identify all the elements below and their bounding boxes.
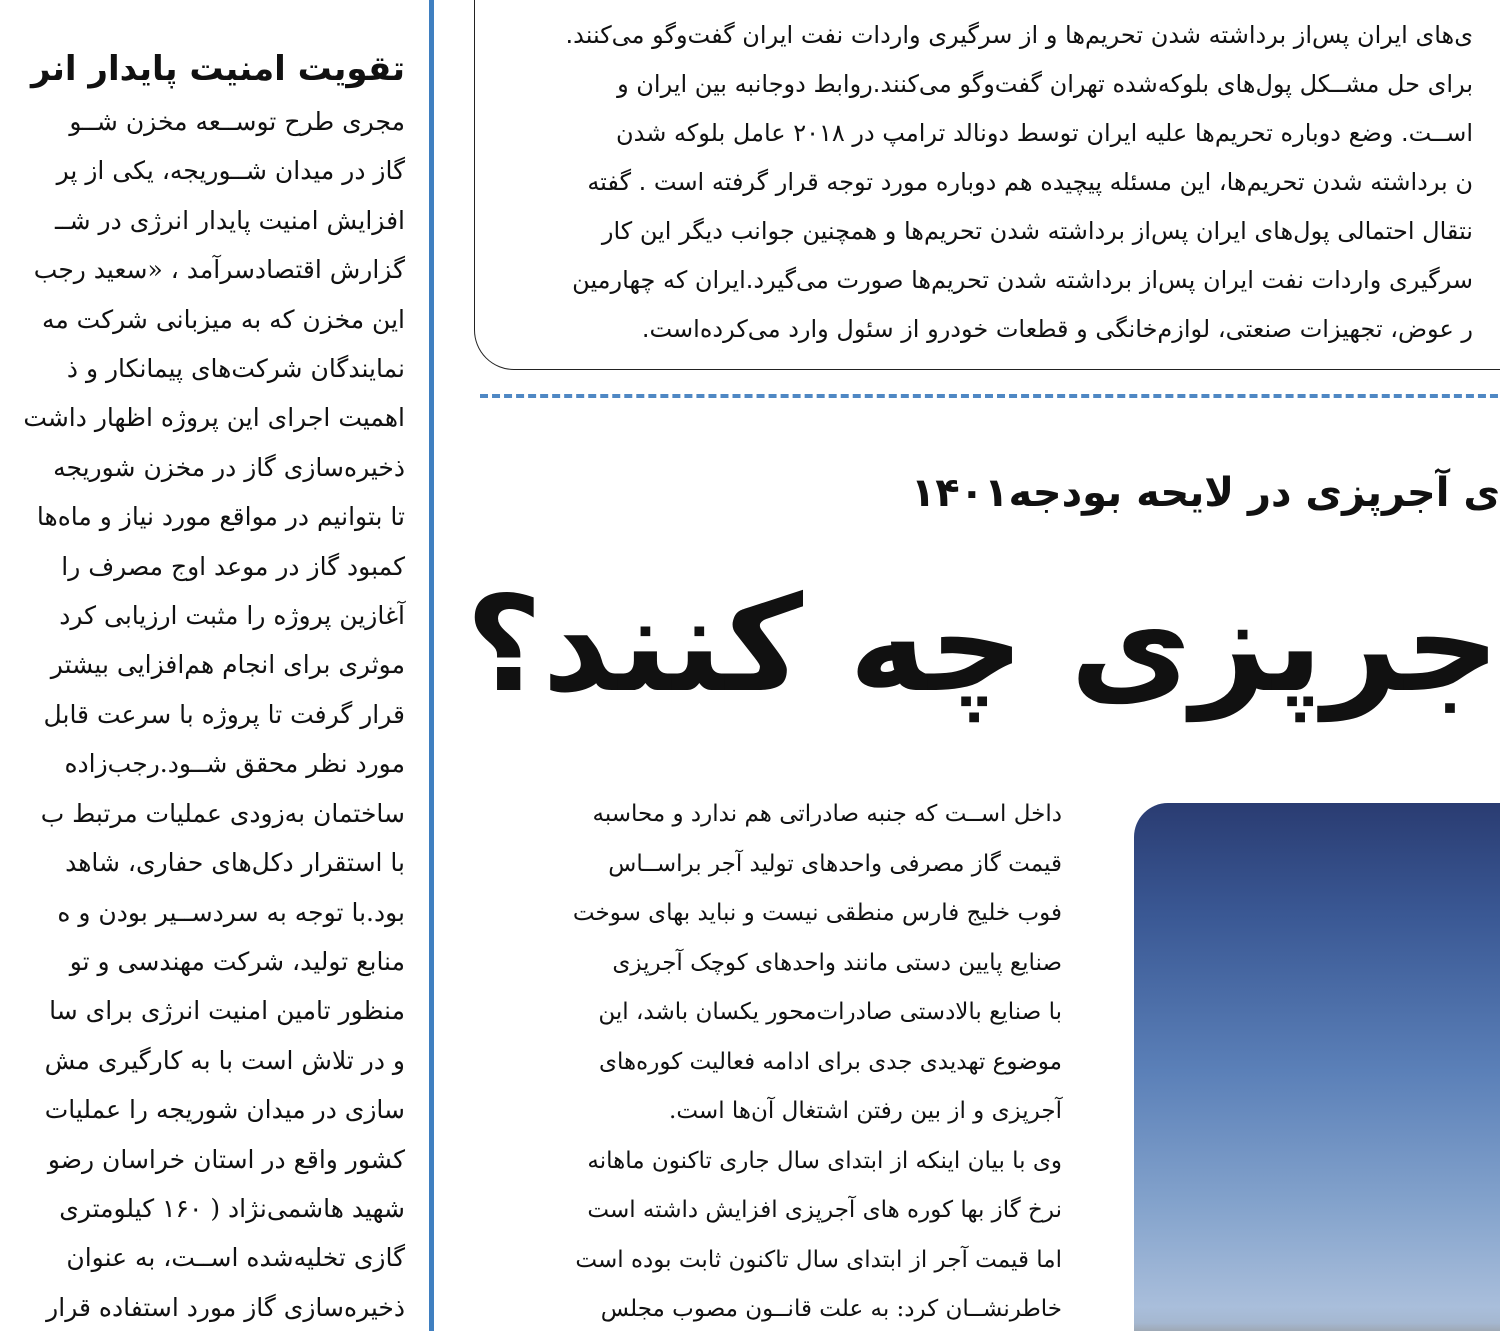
sidebar-text-line: و در تلاش است با به کارگیری مش	[44, 1045, 405, 1075]
article-text-line: فوب خلیج فارس منطقی نیست و نباید بهای سوخت	[572, 900, 1062, 926]
article-text-line: اما قیمت آجر از ابتدای سال تاکنون ثابت بوده است	[575, 1246, 1062, 1273]
sidebar-text-line: ذخیره‌سازی گاز مورد استفاده قرار	[46, 1292, 405, 1322]
top-article-text-line: ر عوض، تجهیزات صنعتی، لوازم‌خانگی و قطعات خودرو از سئول وارد می‌کرده‌است.	[641, 315, 1473, 343]
article-photo	[1134, 803, 1500, 1331]
article-text-line: آجرپزی و از بین رفتن اشتغال آن‌ها است.	[669, 1098, 1062, 1124]
sidebar-text-line: کمبود گاز در موعد اوج مصرف را	[61, 551, 405, 581]
sidebar-text-line: آغازین پروژه را مثبت ارزیابی کرد	[59, 601, 405, 631]
sidebar-text-line: کشور واقع در استان خراسان رضو	[47, 1144, 405, 1174]
sidebar-article-title: تقویت امنیت پایدار انر	[30, 49, 405, 89]
article-text-line: نرخ گاز بها کوره های آجرپزی افزایش داشته است	[587, 1197, 1062, 1223]
sidebar-text-line: ذخیره‌سازی گاز در مخزن شوریجه	[53, 452, 405, 482]
sidebar-article-box	[0, 0, 434, 1331]
sidebar-text-line: قرار گرفت تا پروژه با سرعت قابل	[43, 699, 405, 729]
top-article-text-line: اســت. وضع دوباره تحریم‌ها علیه ایران توسط دونالد ترامپ در ۲۰۱۸ عامل بلوکه شدن	[616, 119, 1473, 147]
top-article-box	[474, 0, 1500, 370]
sidebar-text-line: تا بتوانیم در مواقع مورد نیاز و ماه‌ها	[36, 502, 405, 532]
photo-ground	[1134, 1323, 1500, 1331]
top-article-text-line: ی‌های ایران پس‌از برداشته شدن تحریم‌ها و از سرگیری واردات نفت ایران گفت‌وگو می‌کنند.	[565, 21, 1473, 49]
sidebar-article	[0, 47, 405, 1331]
sidebar-text-line: مجری طرح توســعه مخزن شــو	[69, 107, 405, 136]
sidebar-text-line: شهید هاشمی‌نژاد ( ۱۶۰ کیلومتری	[59, 1193, 405, 1223]
sidebar-text-line: منابع تولید، شرکت مهندسی و تو	[69, 946, 405, 976]
sidebar-text-line: با استقرار دکل‌های حفاری، شاهد	[65, 848, 405, 878]
article-body	[490, 790, 1062, 1331]
section-divider	[480, 394, 1500, 398]
article-text-line: با صنایع بالادستی صادرات‌محور یکسان باشد، این	[598, 999, 1062, 1025]
top-article-text-line: برای حل مشــکل پول‌های بلوکه‌شده تهران گفت‌وگو می‌کنند.روابط دوجانبه بین ایران و	[617, 70, 1473, 98]
sidebar-text-line: منظور تامین امنیت انرژی برای سا	[49, 996, 405, 1026]
sidebar-text-line: سازی در میدان شوریجه را عملیات	[44, 1095, 405, 1125]
sidebar-text-line: موثری برای انجام هم‌افزایی بیشتر	[50, 650, 405, 680]
article-text-line: صنایع پایین دستی مانند واحدهای کوچک آجرپزی	[612, 949, 1062, 976]
article-text-line: خاطرنشــان کرد: به علت قانــون مصوب مجلس	[600, 1296, 1062, 1322]
sidebar-text-line: ساختمان به‌زودی عملیات مرتبط ب	[40, 798, 405, 828]
article-text-line: موضوع تهدیدی جدی برای ادامه فعالیت کوره‌های	[599, 1048, 1062, 1075]
article-kicker: ی آجرپزی در لایحه بودجه۱۴۰۱	[910, 470, 1500, 516]
sidebar-text-line: بود.با توجه به سردســیر بودن و ه	[57, 897, 405, 927]
top-article-body	[474, 11, 1473, 354]
sidebar-text-line: گزارش اقتصادسرآمد ، «سعید رجب	[33, 255, 405, 285]
sidebar-text-line: مورد نظر محقق شــود.رجب‌زاده	[64, 749, 405, 779]
top-article-text-line: نتقال احتمالی پول‌های ایران پس‌از برداشته شدن تحریم‌ها و همچنین جوانب دیگر این کار	[601, 217, 1473, 245]
sidebar-text-line: گازی تخلیه‌شده اســت، به عنوان	[66, 1243, 405, 1273]
article-text-line: وی با بیان اینکه از ابتدای سال جاری تاکنون ماهانه	[587, 1147, 1062, 1174]
sidebar-article-body	[0, 97, 405, 1331]
top-article-text-line: ن برداشته شدن تحریم‌ها، این مسئله پیچیده هم دوباره مورد توجه قرار گرفته است . گفته	[587, 168, 1473, 196]
sidebar-text-line: نمایندگان شرکت‌های پیمانکار و ذ	[66, 354, 405, 384]
top-article-text-line: سرگیری واردات نفت ایران پس‌از برداشته شدن تحریم‌ها صورت می‌گیرد.ایران که چهارمین	[572, 266, 1473, 294]
article-text-line: داخل اســت که جنبه صادراتی هم ندارد و محاسبه	[592, 801, 1062, 827]
sidebar-text-line: گاز در میدان شــوریجه، یکی از پر	[56, 156, 405, 186]
sidebar-text-line: این مخزن که به میزبانی شرکت مه	[41, 304, 405, 334]
article-text-line: قیمت گاز مصرفی واحدهای تولید آجر براســاس	[608, 850, 1062, 877]
sidebar-text-line: اهمیت اجرای این پروژه اظهار داشت	[23, 403, 405, 433]
sidebar-text-line: افزایش امنیت پایدار انرژی در شــ	[55, 205, 405, 235]
article-headline: جرپزی چه کنند؟	[465, 568, 1500, 722]
